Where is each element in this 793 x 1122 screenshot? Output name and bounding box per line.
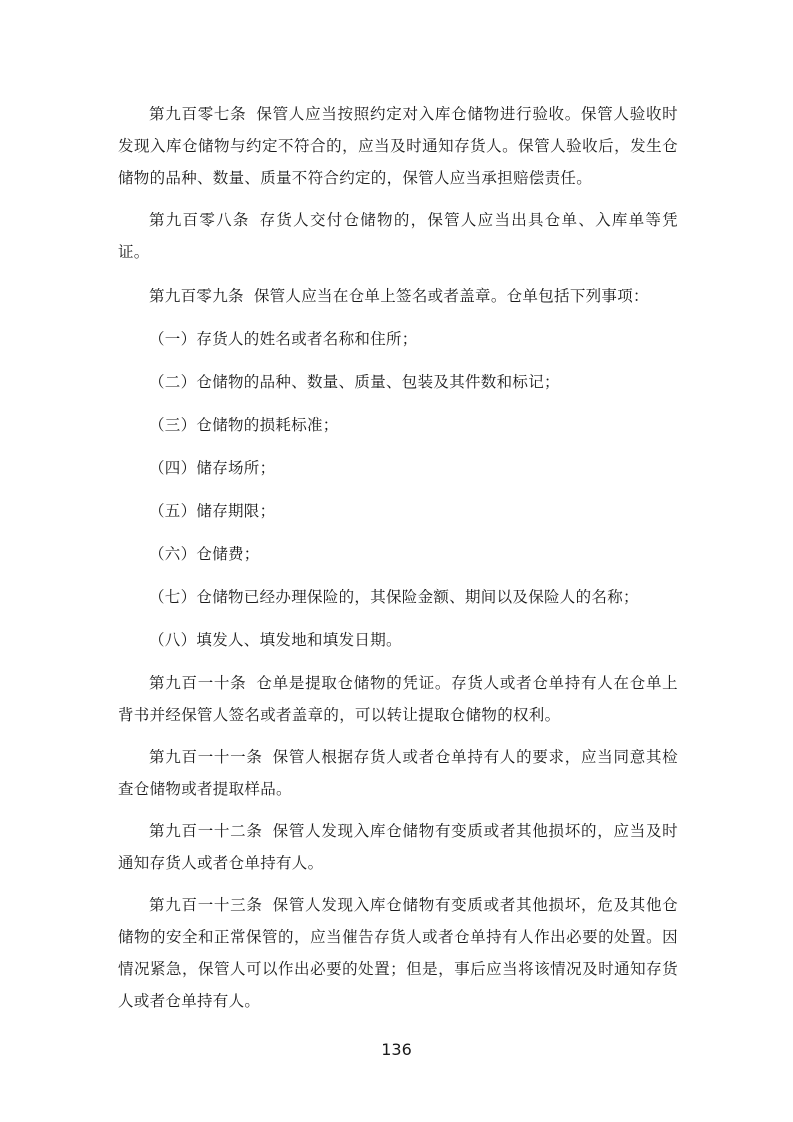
- article-number: 第九百一十条: [149, 674, 247, 692]
- list-item: [118, 452, 678, 484]
- item-text: 储存场所；: [196, 459, 276, 477]
- item-number: （六）: [149, 545, 197, 563]
- item-text: 仓储费；: [196, 545, 260, 563]
- list-item: [118, 409, 678, 441]
- item-number: （四）: [149, 459, 197, 477]
- item-text: 仓储物的损耗标准；: [196, 416, 339, 434]
- article-number: 第九百一十二条: [149, 822, 263, 840]
- article-text: 存货人交付仓储物的，保管人应当出具仓单、入库单等凭证。: [118, 211, 678, 261]
- article-907: [118, 98, 678, 194]
- list-item: [118, 581, 678, 613]
- article-text: 保管人应当在仓单上签名或者盖章。仓单包括下列事项：: [253, 287, 649, 305]
- article-912: [118, 815, 678, 879]
- article-text: 保管人根据存货人或者仓单持有人的要求，应当同意其检查仓储物或者提取样品。: [118, 748, 678, 798]
- item-number: （五）: [149, 502, 197, 520]
- item-number: （八）: [149, 631, 197, 649]
- article-910: [118, 667, 678, 731]
- item-text: 存货人的姓名或者名称和住所；: [196, 330, 418, 348]
- article-number: 第九百零八条: [149, 211, 250, 229]
- list-item: [118, 538, 678, 570]
- list-item: [118, 495, 678, 527]
- item-number: （二）: [149, 373, 197, 391]
- list-item: [118, 323, 678, 355]
- list-item: [118, 624, 678, 656]
- page-number: 136: [381, 1040, 412, 1059]
- article-text: 保管人发现入库仓储物有变质或者其他损坏的，应当及时通知存货人或者仓单持有人。: [118, 822, 678, 872]
- article-text: 仓单是提取仓储物的凭证。存货人或者仓单持有人在仓单上背书并经保管人签名或者盖章的，可以转让提取仓储物的权利。: [118, 674, 678, 724]
- item-number: （一）: [149, 330, 197, 348]
- article-number: 第九百一十一条: [149, 748, 263, 766]
- article-number: 第九百零九条: [149, 287, 244, 305]
- article-913: [118, 889, 678, 1017]
- article-text: 保管人发现入库仓储物有变质或者其他损坏，危及其他仓储物的安全和正常保管的，应当催告存货人或者仓单持有人作出必要的处置。因情况紧急，保管人可以作出必要的处置；但是，事后应当将该情况及时通知存货人或者仓单持有人。: [118, 896, 678, 1010]
- article-908: [118, 204, 678, 268]
- item-number: （三）: [149, 416, 197, 434]
- article-909: [118, 280, 678, 312]
- article-number: 第九百一十三条: [149, 896, 263, 914]
- item-text: 仓储物的品种、数量、质量、包装及其件数和标记；: [196, 373, 560, 391]
- page-content: [118, 98, 678, 1017]
- article-text: 保管人应当按照约定对入库仓储物进行验收。保管人验收时发现入库仓储物与约定不符合的，应当及时通知存货人。保管人验收后，发生仓储物的品种、数量、质量不符合约定的，保管人应当承担赔偿责任。: [118, 105, 678, 187]
- item-text: 仓储物已经办理保险的，其保险金额、期间以及保险人的名称；: [196, 588, 639, 606]
- item-text: 填发人、填发地和填发日期。: [196, 631, 402, 649]
- item-text: 储存期限；: [196, 502, 276, 520]
- article-911: [118, 741, 678, 805]
- item-number: （七）: [149, 588, 197, 606]
- list-item: [118, 366, 678, 398]
- article-number: 第九百零七条: [149, 105, 247, 123]
